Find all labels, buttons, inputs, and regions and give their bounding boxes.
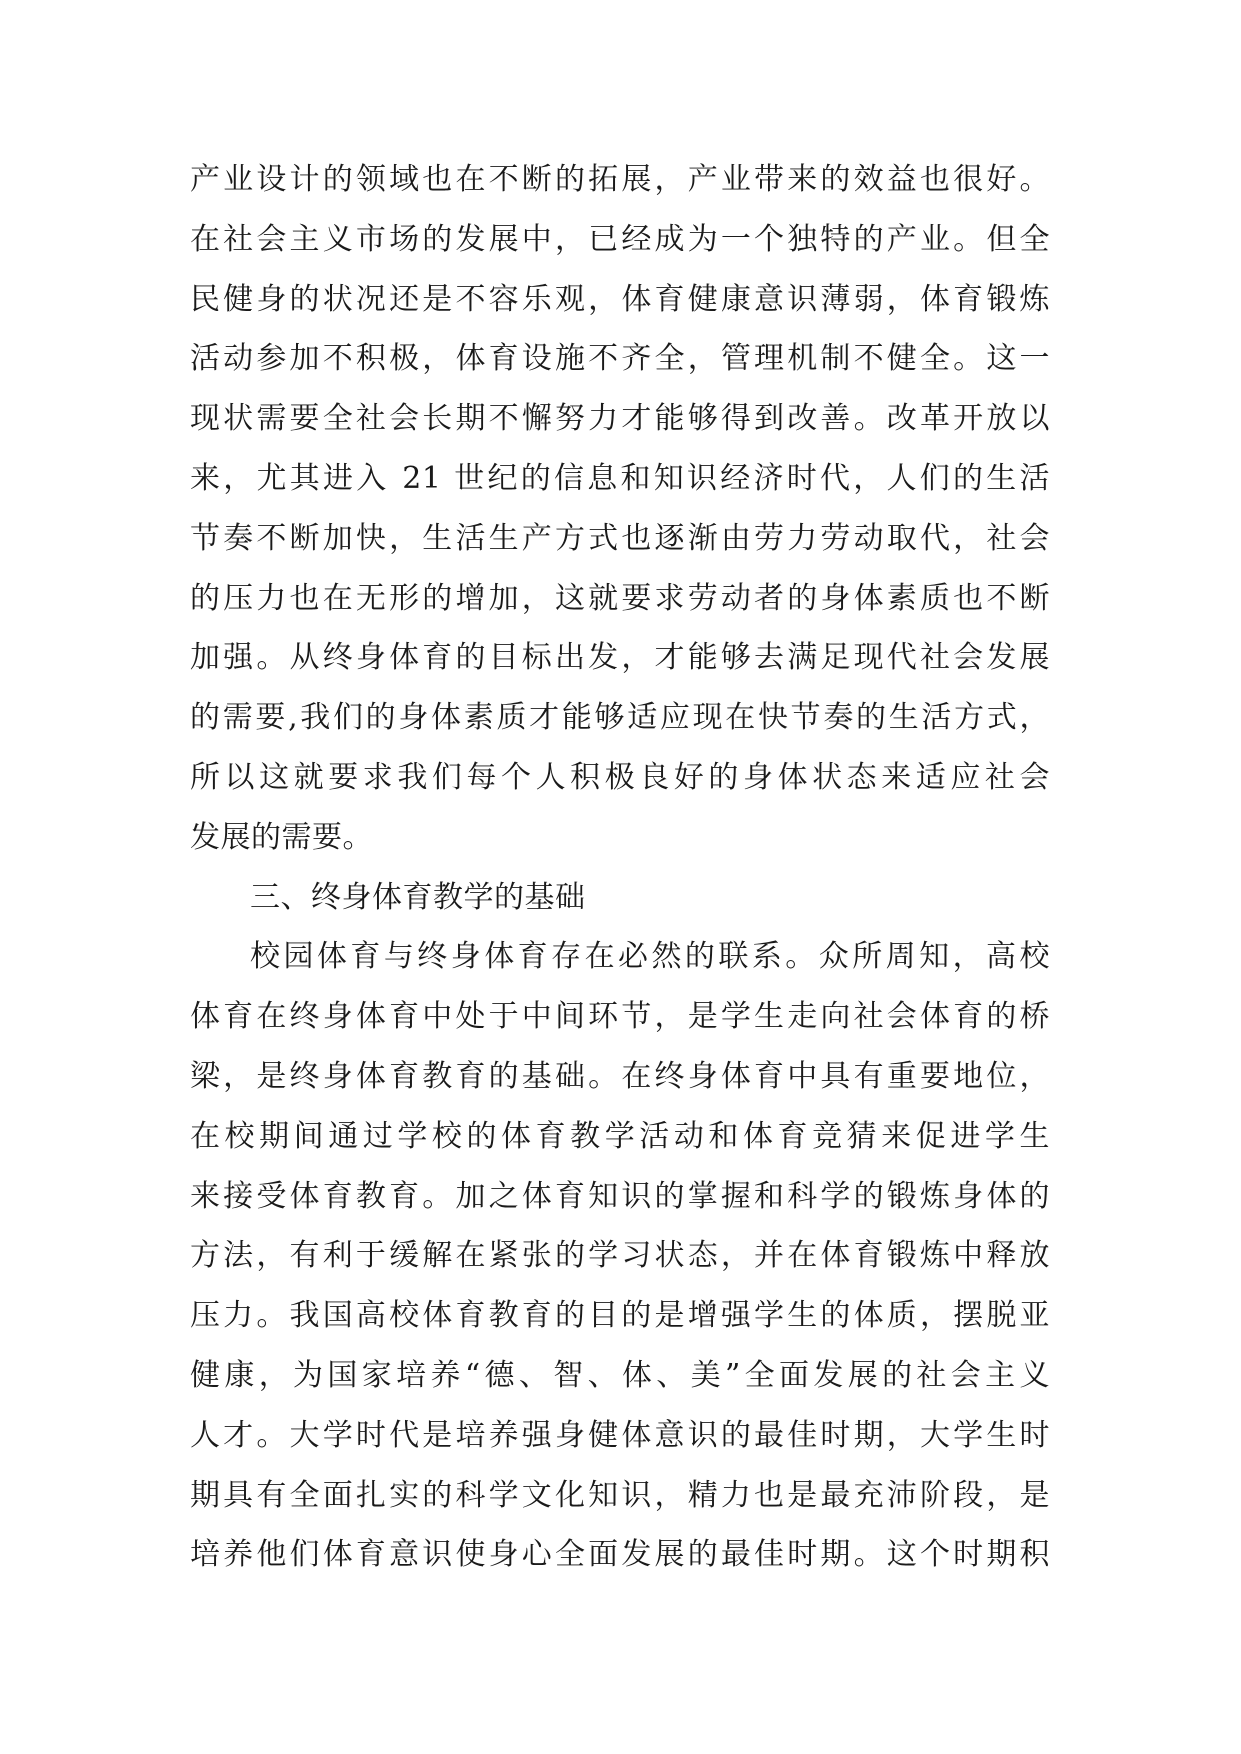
text-line: 所以这就要求我们每个人积极良好的身体状态来适应社会 xyxy=(190,759,1050,795)
text-line: 人才。大学时代是培养强身健体意识的最佳时期，大学生时 xyxy=(190,1417,1050,1453)
text-line: 民健身的状况还是不容乐观，体育健康意识薄弱，体育锻炼 xyxy=(190,281,1050,317)
paragraph-2 xyxy=(190,927,1050,1585)
text-line: 活动参加不积极，体育设施不齐全，管理机制不健全。这一 xyxy=(190,341,1050,377)
text-line: 的压力也在无形的增加，这就要求劳动者的身体素质也不断 xyxy=(190,580,1050,616)
text-line: 压力。我国高校体育教育的目的是增强学生的体质，摆脱亚 xyxy=(190,1298,1050,1334)
text-line: 的需要,我们的身体素质才能够适应现在快节奏的生活方式， xyxy=(190,700,1050,736)
text-line: 培养他们体育意识使身心全面发展的最佳时期。这个时期积 xyxy=(190,1537,1050,1573)
text-line: 节奏不断加快，生活生产方式也逐渐由劳力劳动取代，社会 xyxy=(190,520,1050,556)
text-line: 产业设计的领域也在不断的拓展，产业带来的效益也很好。 xyxy=(190,162,1050,197)
paragraph-1 xyxy=(190,150,1050,868)
section-heading: 三、终身体育教学的基础 xyxy=(250,879,586,915)
text-line: 发展的需要。 xyxy=(190,819,373,855)
text-line: 在社会主义市场的发展中，已经成为一个独特的产业。但全 xyxy=(190,221,1050,257)
text-line: 体育在终身体育中处于中间环节，是学生走向社会体育的桥 xyxy=(190,999,1050,1035)
text-line: 健康，为国家培养“德、智、体、美”全面发展的社会主义 xyxy=(190,1357,1050,1393)
text-line: 现状需要全社会长期不懈努力才能够得到改善。改革开放以 xyxy=(190,401,1050,437)
text-line: 来，尤其进入 21 世纪的信息和知识经济时代，人们的生活 xyxy=(190,460,1050,496)
text-line: 校园体育与终身体育存在必然的联系。众所周知，高校 xyxy=(250,939,1050,975)
text-line: 期具有全面扎实的科学文化知识，精力也是最充沛阶段，是 xyxy=(190,1477,1050,1513)
text-line: 来接受体育教育。加之体育知识的掌握和科学的锻炼身体的 xyxy=(190,1178,1050,1214)
text-line: 在校期间通过学校的体育教学活动和体育竞猜来促进学生 xyxy=(190,1118,1050,1154)
text-line: 加强。从终身体育的目标出发，才能够去满足现代社会发展 xyxy=(190,640,1050,676)
body-text xyxy=(190,150,1050,1585)
text-line: 方法，有利于缓解在紧张的学习状态，并在体育锻炼中释放 xyxy=(190,1238,1050,1274)
text-line: 梁，是终身体育教育的基础。在终身体育中具有重要地位， xyxy=(190,1058,1050,1094)
